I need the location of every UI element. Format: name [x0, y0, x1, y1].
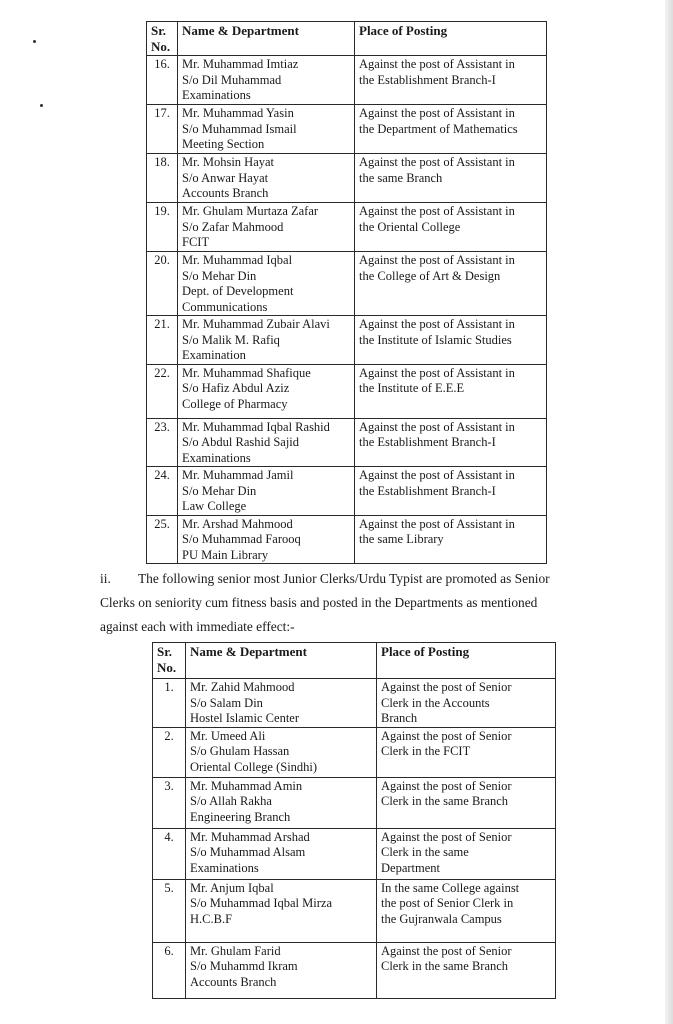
paragraph-text: The following senior most Junior Clerks/Urdu Typist are promoted as Senior [138, 571, 550, 586]
posting-line: Against the post of Assistant in [359, 253, 515, 267]
posting-line: Against the post of Senior [381, 829, 512, 844]
name-line: S/o Ghulam Hassan [190, 744, 290, 758]
posting-line: Clerk in the FCIT [381, 744, 471, 758]
name-department-cell [178, 154, 355, 203]
name-department-cell [186, 828, 377, 879]
name-line: S/o Mehar Din [182, 483, 257, 498]
name-line: S/o Mehar Din [182, 268, 257, 283]
name-line: Mr. Muhammad Iqbal Rashid [182, 419, 330, 434]
paragraph-line [100, 567, 570, 591]
posting-line: Against the post of Assistant in [359, 106, 515, 120]
posting-line: Against the post of Assistant in [359, 365, 515, 380]
name-line: S/o Salam Din [190, 695, 263, 710]
posting-line: Clerk in the same [381, 845, 469, 859]
table-row [153, 727, 556, 777]
name-line: PU Main Library [182, 547, 269, 562]
table-row [147, 316, 547, 365]
posting-line: Against the post of Assistant in [359, 516, 515, 531]
posting-line: Against the post of Assistant in [359, 204, 515, 218]
name-line: S/o Anwar Hayat [182, 170, 269, 185]
place-of-posting-cell [355, 515, 547, 564]
posting-line: Against the post of Assistant in [359, 317, 515, 331]
name-line: S/o Muhammad Alsam [190, 845, 306, 859]
table-row [153, 679, 556, 728]
place-of-posting-cell [355, 364, 547, 418]
serial-number-cell: 4. [153, 828, 186, 879]
table-row [153, 879, 556, 942]
name-line: S/o Muhammad Ismail [182, 121, 297, 136]
senior-clerk-postings-table [152, 642, 556, 999]
table-row [147, 105, 547, 154]
posting-line: the College of Art & Design [359, 268, 501, 283]
table-body [147, 56, 547, 564]
name-line: S/o Malik M. Rafiq [182, 332, 280, 347]
serial-number-cell: 24. [147, 467, 178, 516]
table-row [153, 942, 556, 998]
table-row [147, 56, 547, 105]
name-line: Mr. Muhammad Shafique [182, 365, 311, 380]
posting-line: the Oriental College [359, 219, 461, 234]
header-sr-no: Sr. No. [153, 643, 186, 679]
posting-line: the Establishment Branch-I [359, 72, 496, 87]
name-line: S/o Hafiz Abdul Aziz [182, 381, 290, 395]
posting-line: Against the post of Senior [381, 728, 512, 743]
posting-line: the same Branch [359, 170, 443, 185]
name-line: College of Pharmacy [182, 396, 288, 411]
name-line: S/o Muhammd Ikram [190, 959, 298, 973]
paragraph-number: ii. [100, 571, 111, 586]
posting-line: the same Library [359, 532, 444, 546]
place-of-posting-cell [355, 316, 547, 365]
name-line: Mr. Ghulam Farid [190, 943, 281, 958]
name-department-cell [178, 203, 355, 252]
place-of-posting-cell [355, 154, 547, 203]
name-line: S/o Zafar Mahmood [182, 219, 284, 234]
name-line: Accounts Branch [190, 974, 277, 989]
name-line: Examinations [182, 450, 251, 465]
header-place-of-posting: Place of Posting [355, 22, 547, 56]
name-line: Examination [182, 348, 246, 362]
name-line: Examinations [190, 860, 259, 875]
posting-line: In the same College against [381, 880, 520, 895]
place-of-posting-cell [355, 105, 547, 154]
posting-line: the Institute of Islamic Studies [359, 332, 512, 347]
serial-number-cell: 2. [153, 727, 186, 777]
place-of-posting-cell [355, 203, 547, 252]
table-row [147, 154, 547, 203]
serial-number-cell: 20. [147, 252, 178, 316]
serial-number-cell: 17. [147, 105, 178, 154]
name-line: H.C.B.F [190, 911, 233, 926]
name-line: Mr. Ghulam Murtaza Zafar [182, 204, 319, 218]
table-row [147, 515, 547, 564]
place-of-posting-cell [377, 777, 556, 828]
name-line: Mr. Muhammad Amin [190, 778, 303, 793]
place-of-posting-cell [377, 727, 556, 777]
posting-line: Against the post of Senior [381, 943, 512, 958]
name-line: S/o Muhammad Iqbal Mirza [190, 896, 332, 910]
posting-line: Against the post of Assistant in [359, 57, 515, 71]
name-department-cell [178, 252, 355, 316]
assistant-postings-table [146, 21, 547, 564]
serial-number-cell: 1. [153, 679, 186, 728]
place-of-posting-cell [355, 252, 547, 316]
name-department-cell [186, 879, 377, 942]
name-department-cell [178, 364, 355, 418]
place-of-posting-cell [377, 879, 556, 942]
serial-number-cell: 22. [147, 364, 178, 418]
place-of-posting-cell [377, 679, 556, 728]
paragraph-line: against each with immediate effect:- [100, 619, 295, 634]
place-of-posting-cell [377, 828, 556, 879]
place-of-posting-cell [355, 467, 547, 516]
serial-number-cell: 25. [147, 515, 178, 564]
posting-line: the Gujranwala Campus [381, 911, 502, 926]
place-of-posting-cell [355, 418, 547, 467]
posting-line: the Department of Mathematics [359, 121, 518, 136]
name-department-cell [186, 942, 377, 998]
name-line: Meeting Section [182, 137, 265, 151]
posting-line: Against the post of Assistant in [359, 419, 515, 434]
name-line: Mr. Muhammad Yasin [182, 106, 294, 120]
serial-number-cell: 19. [147, 203, 178, 252]
name-line: Dept. of Development [182, 284, 294, 298]
name-department-cell [178, 515, 355, 564]
name-line: S/o Dil Muhammad [182, 72, 282, 87]
name-line: Mr. Zahid Mahmood [190, 680, 295, 694]
table-row [147, 418, 547, 467]
name-line: S/o Muhammad Farooq [182, 532, 301, 546]
posting-line: Clerk in the same Branch [381, 959, 509, 973]
header-place-of-posting: Place of Posting [377, 643, 556, 679]
posting-line: Clerk in the Accounts [381, 695, 490, 710]
name-department-cell [178, 316, 355, 365]
posting-line: Clerk in the same Branch [381, 794, 509, 808]
table-row [147, 252, 547, 316]
posting-line: Department [381, 860, 441, 875]
table-header-row [153, 643, 556, 679]
table-row [147, 467, 547, 516]
scan-speck [40, 104, 43, 107]
name-line: Accounts Branch [182, 186, 269, 200]
serial-number-cell: 23. [147, 418, 178, 467]
header-name-department: Name & Department [178, 22, 355, 56]
name-department-cell [178, 56, 355, 105]
posting-line: the Establishment Branch-I [359, 483, 496, 498]
name-line: Mr. Anjum Iqbal [190, 880, 274, 895]
name-line: Mr. Muhammad Jamil [182, 468, 294, 482]
header-name-department: Name & Department [186, 643, 377, 679]
name-line: Law College [182, 499, 247, 513]
place-of-posting-cell [355, 56, 547, 105]
name-line: Mr. Muhammad Iqbal [182, 253, 293, 267]
scan-speck [33, 40, 36, 43]
name-line: Mr. Muhammad Imtiaz [182, 57, 299, 71]
table-row [153, 777, 556, 828]
paragraph-line: Clerks on seniority cum fitness basis and posted in the Departments as mentioned [100, 595, 538, 610]
name-department-cell [186, 727, 377, 777]
serial-number-cell: 5. [153, 879, 186, 942]
name-line: S/o Abdul Rashid Sajid [182, 435, 300, 449]
posting-line: Against the post of Assistant in [359, 468, 515, 482]
table-row [147, 203, 547, 252]
name-line: S/o Allah Rakha [190, 794, 272, 808]
scanned-page-edge [665, 0, 673, 1024]
name-line: Mr. Arshad Mahmood [182, 516, 293, 531]
name-line: Mr. Muhammad Arshad [190, 829, 310, 844]
posting-line: Against the post of Senior [381, 778, 512, 793]
name-department-cell [178, 105, 355, 154]
serial-number-cell: 21. [147, 316, 178, 365]
header-sr-no: Sr. No. [147, 22, 178, 56]
name-department-cell [186, 679, 377, 728]
table-row [147, 364, 547, 418]
paragraph-ii [100, 567, 570, 639]
name-line: Mr. Muhammad Zubair Alavi [182, 317, 330, 331]
name-line: Examinations [182, 88, 251, 102]
name-department-cell [178, 467, 355, 516]
name-line: Mr. Umeed Ali [190, 728, 266, 743]
posting-line: Against the post of Assistant in [359, 155, 515, 169]
posting-line: Against the post of Senior [381, 680, 512, 694]
name-line: Mr. Mohsin Hayat [182, 155, 275, 169]
place-of-posting-cell [377, 942, 556, 998]
name-line: FCIT [182, 235, 210, 249]
name-line: Engineering Branch [190, 809, 291, 824]
posting-line: the Institute of E.E.E [359, 381, 465, 395]
name-line: Hostel Islamic Center [190, 711, 299, 725]
posting-line: the post of Senior Clerk in [381, 896, 514, 910]
serial-number-cell: 6. [153, 942, 186, 998]
name-department-cell [186, 777, 377, 828]
serial-number-cell: 16. [147, 56, 178, 105]
name-line: Oriental College (Sindhi) [190, 759, 318, 774]
name-department-cell [178, 418, 355, 467]
serial-number-cell: 18. [147, 154, 178, 203]
table-header-row [147, 22, 547, 56]
table-row [153, 828, 556, 879]
table-body [153, 679, 556, 999]
posting-line: Branch [381, 711, 418, 725]
serial-number-cell: 3. [153, 777, 186, 828]
name-line: Communications [182, 299, 268, 314]
posting-line: the Establishment Branch-I [359, 435, 496, 449]
